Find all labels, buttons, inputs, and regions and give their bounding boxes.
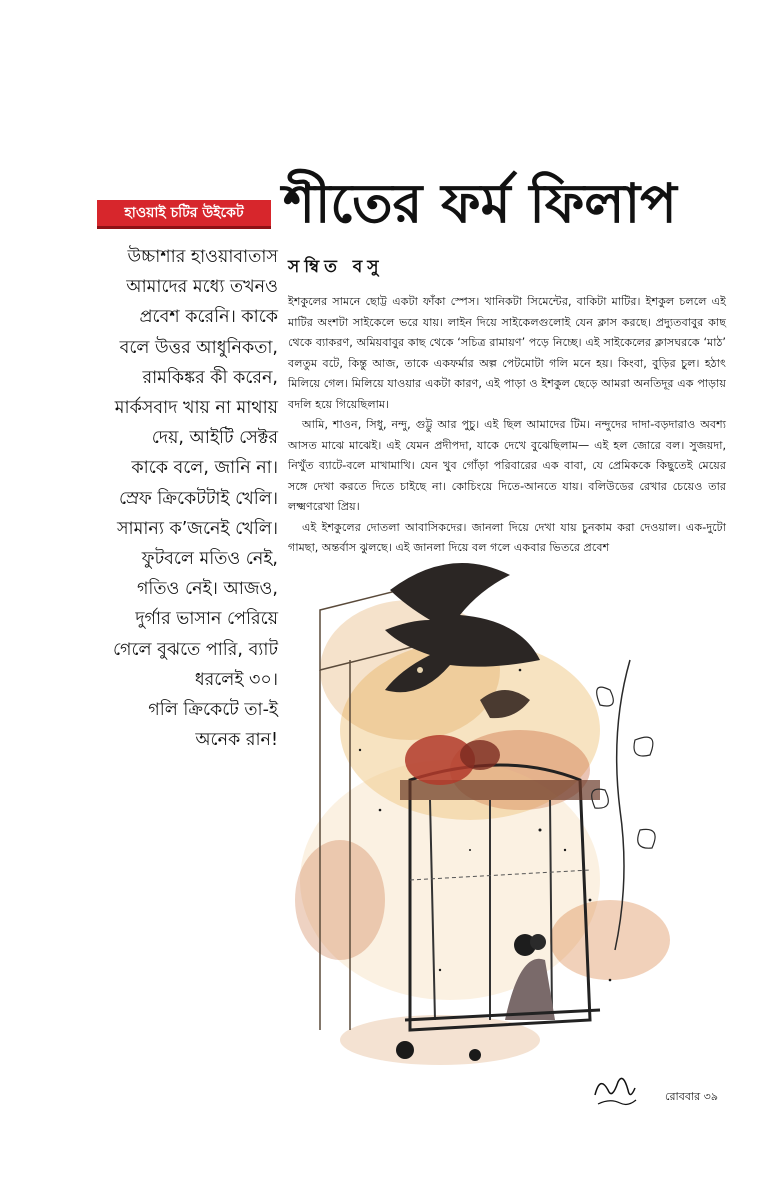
article-body xyxy=(288,292,726,559)
artist-signature-icon xyxy=(590,1070,640,1110)
standfirst-line: দুর্গার ভাসান পেরিয়ে xyxy=(135,609,278,630)
bird-window-illustration-icon xyxy=(290,550,710,1070)
standfirst-line: দেয়, আইটি সেক্টর xyxy=(151,428,278,449)
standfirst-line: গেলে বুঝতে পারি, ব্যাট xyxy=(112,639,278,660)
standfirst xyxy=(42,242,278,755)
standfirst-line: সামান্য ক’জনেই খেলি। xyxy=(116,518,278,539)
standfirst-line: অনেক রান! xyxy=(195,730,278,751)
section-kicker: হাওয়াই চটির উইকেট xyxy=(97,200,271,229)
standfirst-line: উচ্চাশার হাওয়াবাতাস xyxy=(127,247,278,267)
author-byline: সম্বিত বসু xyxy=(288,257,384,277)
standfirst-line: মার্কসবাদ খায় না মাথায় xyxy=(114,398,278,419)
page-footer: রোববার ৩৯ xyxy=(665,1090,718,1103)
body-paragraph: আমি, শাওন, সিধু, নন্দু, গুট্টু আর পুচু। এই ছিল আমাদের টিম। নন্দুদের দাদা-বড়দারাও অবশ্য আসত মাঝে মাঝেই। এই যেমন প্রদীপদা, যাকে দেখে বুঝেছিলাম— এই হল জোরে বল। সুজয়দা, নিখুঁত ব্যাটে-বলে মাখামাখি। যেন খুব গোঁড়া পরিবারের এক বাবা, যে প্রেমিককে কিছুতেই মেয়ের সঙ্গে দেখা করতে দিতে চাইছে না। কোচিংয়ে দিতে-আনতে যায়। বলিউডের রেখার চেয়েও তার লক্ষ্মণরেখা প্রিয়। xyxy=(288,418,726,513)
standfirst-line: গলি ক্রিকেটে তা-ই xyxy=(148,700,278,721)
standfirst-line: আমাদের মধ্যে তখনও xyxy=(126,277,278,298)
article-title: শীতের ফর্ম ফিলাপ xyxy=(283,172,677,235)
standfirst-line: গতিও নেই। আজও, xyxy=(136,579,278,600)
standfirst-line: কাকে বলে, জানি না। xyxy=(131,458,278,479)
standfirst-line: ধরলেই ৩০। xyxy=(194,669,278,690)
standfirst-line: ফুটবলে মতিও নেই, xyxy=(141,549,278,570)
body-paragraph: এই ইশকুলের দোতলা আবাসিকদের। জানলা দিয়ে দেখা যায় চুনকাম করা দেওয়াল। এক-দুটো গামছা, অন্তর্বাস ঝুলছে। এই জানলা দিয়ে বল গলে একবার ভিতরে প্রবেশ xyxy=(288,520,726,554)
body-paragraph: ইশকুলের সামনে ছোট্ট একটা ফাঁকা স্পেস। খানিকটা সিমেন্টের, বাকিটা মাটির। ইশকুল চললে এই মাটির অংশটা সাইকেলে ভরে যায়। লাইন দিয়ে সাইকেলগুলোই যেন ক্লাস করছে। প্রদ্যুতবাবুর কাছ থেকে ব্যাকরণ, অমিয়বাবুর কাছ থেকে ‘সচিত্র রামায়ণ’ পড়ে নিচ্ছে। এই সাইকেলের ক্লাসঘরকে ‘মাঠ’ বলতুম বটে, কিন্তু আজ, তাকে একফর্মার অল্প পেটমোটা গলি মনে হয়। কিংবা, বুড়ির চুল। হঠাৎ মিলিয়ে গেল। মিলিয়ে যাওয়ার একটা কারণ, এই পাড়া ও ইশকুল ছেড়ে আমরা অনতিদূর এক পাড়ায় বদলি হয়ে গিয়েছিলাম। xyxy=(288,295,726,411)
standfirst-line: বলে উত্তর আধুনিকতা, xyxy=(119,337,278,358)
standfirst-line: রামকিঙ্কর কী করেন, xyxy=(142,367,278,388)
standfirst-line: স্রেফ ক্রিকেটটাই খেলি। xyxy=(118,488,278,509)
standfirst-line: প্রবেশ করেনি। কাকে xyxy=(139,307,278,328)
